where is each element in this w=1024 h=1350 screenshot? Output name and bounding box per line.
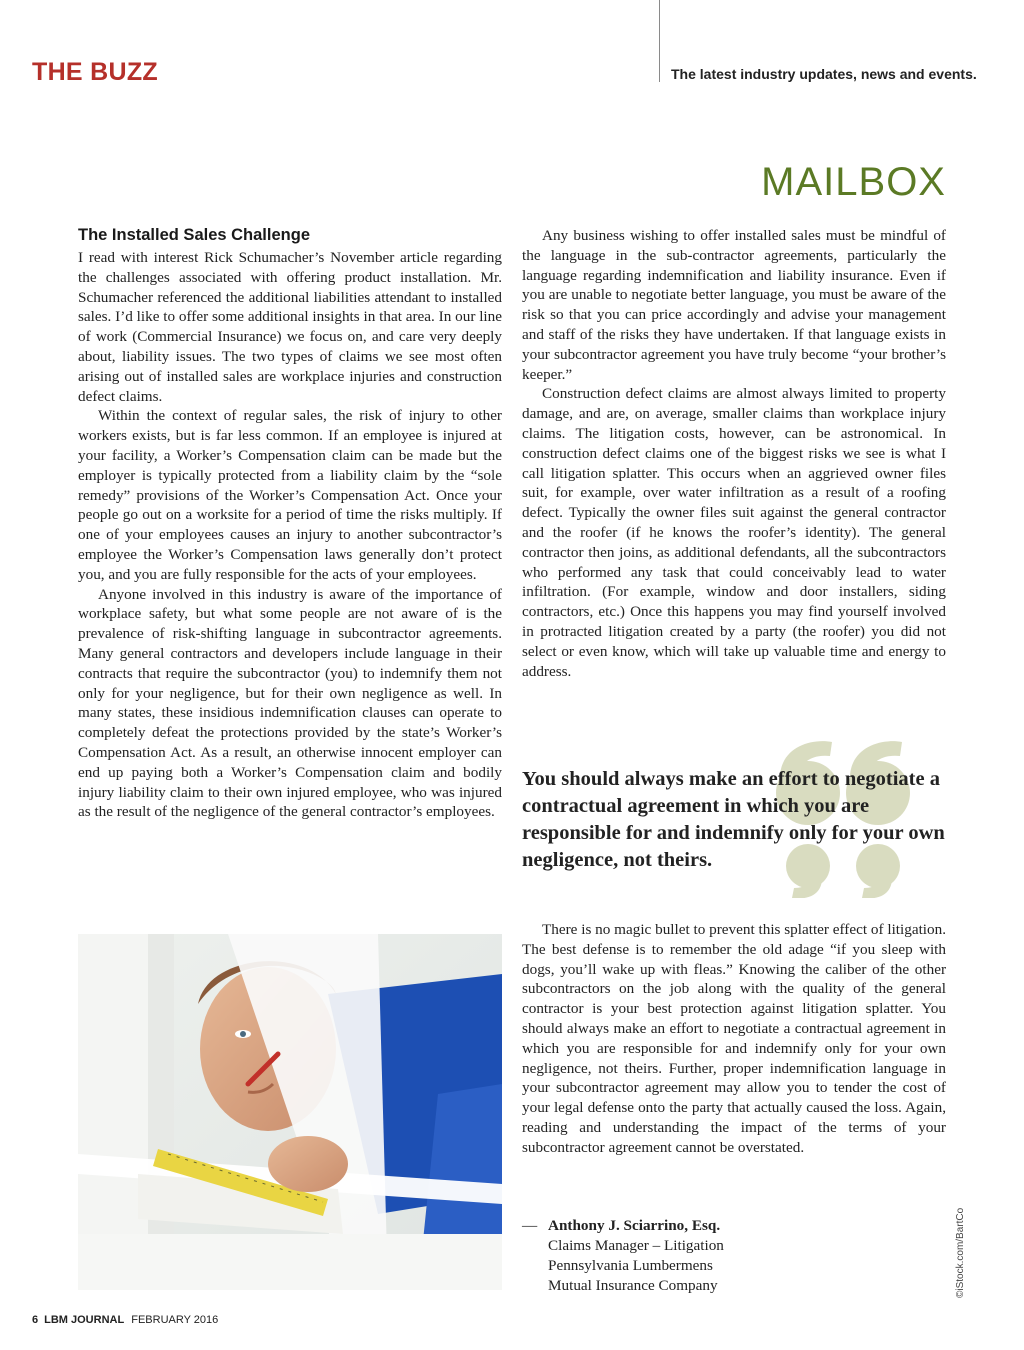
- article-paragraph: Construction defect claims are almost always limited to property damage, and are, on average, smaller claims than workplace injury claims. The litigation costs, however, can be astronomical. In construction defect claims one of the biggest risks we see is what I call litigation splatter. This occurs when an aggrieved owner files suit, for example, over water infiltration as a result of a roofing defect. Typically the owner files suit against the general contractor and the roofer (if he knows the roofer’s identity). The general contractor then joins, as additional defendants, all the subcontractors who performed any task that could conceivably lead to water infiltration. (For example, window and door installers, siding contractors, etc.) Once this happens you may find yourself involved in protracted litigation created by a party (the roofer) you did not select or even know, which will take up valuable time and energy to address.: [522, 385, 946, 680]
- article-paragraph: I read with interest Rick Schumacher’s November article regarding the challenges associated with offering product installation. Mr. Schumacher referenced the additional liabilities attendant to installed sales. I’d like to offer some additional insights in that area. In our line of work (Commercial Insurance) we focus on, and care very deeply about, liability issues. The two types of claims we see most often arising out of installed sales are workplace injuries and construction defect claims.: [78, 249, 502, 405]
- section-title: THE BUZZ: [32, 58, 158, 86]
- article-paragraph: Within the context of regular sales, the risk of injury to other workers exists, but is far less common. If an employee is injured at your facility, a Worker’s Compensation claim can be made but the employer is typically protected from a liability claim by the “sole remedy” provisions of the Worker’s Compensation Act. Once your people go out on a worksite for a period of time the risks multiply. If one of your employees causes an injury to another subcontractor’s employee the Worker’s Compensation laws generally don’t protect you, and you are fully responsible for the acts of your employees.: [78, 407, 502, 583]
- department-title: MAILBOX: [761, 160, 946, 204]
- pull-quote-block: [522, 738, 952, 898]
- article-paragraph: Any business wishing to offer installed sales must be mindful of the language in the sub-contractor agreements, particularly the language regarding indemnification and liability insurance. Even if you are unable to negotiate better language, you must be aware of the risk so that you can price accordingly and advise your management and staff of the risks they have undertaken. If that language exists in your subcontractor agreement you have truly become “your brother’s keeper.”: [522, 227, 946, 383]
- publication-name: LBM JOURNAL: [44, 1314, 125, 1326]
- article-heading: The Installed Sales Challenge: [78, 226, 310, 244]
- article-column-left: [78, 224, 502, 822]
- article-paragraph: Anyone involved in this industry is aware of the importance of workplace safety, but what some people are not aware of is the prevalence of risk-shifting language in subcontractor agreements. Many general contractors and developers include language in their contracts that require the subcontractor (you) to indemnify them not only for your negligence, but for their own negligence as well. In many states, these insidious indemnification clauses can operate to completely defeat the protections provided by the state’s Worker’s Compensation Act. As a result, an otherwise innocent employer can end up paying both a Worker’s Compensation claim and bodily injury liability claim to their own injured employee, who was injured as the result of the negligence of the general contractor’s employees.: [78, 585, 502, 821]
- issue-date: FEBRUARY 2016: [131, 1314, 219, 1326]
- signature-organization: Pennsylvania Lumbermens: [548, 1257, 713, 1274]
- article-column-right-lower: [522, 920, 946, 1158]
- article-column-right: [522, 226, 946, 681]
- signature-title: Claims Manager – Litigation: [548, 1237, 724, 1254]
- signature-organization: Mutual Insurance Company: [548, 1277, 718, 1294]
- article-paragraph: There is no magic bullet to prevent this splatter effect of litigation. The best defense is to remember the old adage “if you sleep with dogs, you’ll wake up with fleas.” Knowing the caliber of the other subcontractors on the job along with the quality of the general contractor is your best protection against litigation splatter. You should always make an effort to negotiate a contractual agreement in which you are responsible for and indemnify only for your own negligence, not theirs. Further, proper indemnification language in your subcontractor agreement may allow you to tender the cost of your legal defense onto the party that actually caused the loss. Again, reading and understanding the impact of the terms of your subcontractor agreement cannot be overstated.: [522, 921, 946, 1156]
- header-divider: [659, 0, 660, 82]
- signature-name: Anthony J. Sciarrino, Esq.: [548, 1217, 721, 1234]
- section-tagline: The latest industry updates, news and events.: [671, 66, 977, 82]
- article-photo: [78, 934, 502, 1290]
- photo-credit: ©iStock.com/BartCo: [955, 1207, 966, 1298]
- page-number: 6: [32, 1314, 39, 1326]
- page-footer: [32, 1314, 218, 1326]
- signature-dash: —: [522, 1217, 538, 1234]
- pull-quote: You should always make an effort to negotiate a contractual agreement in which you are responsible for and indemnify only for your own negligence, not theirs.: [522, 768, 945, 871]
- worker-measuring-window-illustration: [78, 934, 502, 1290]
